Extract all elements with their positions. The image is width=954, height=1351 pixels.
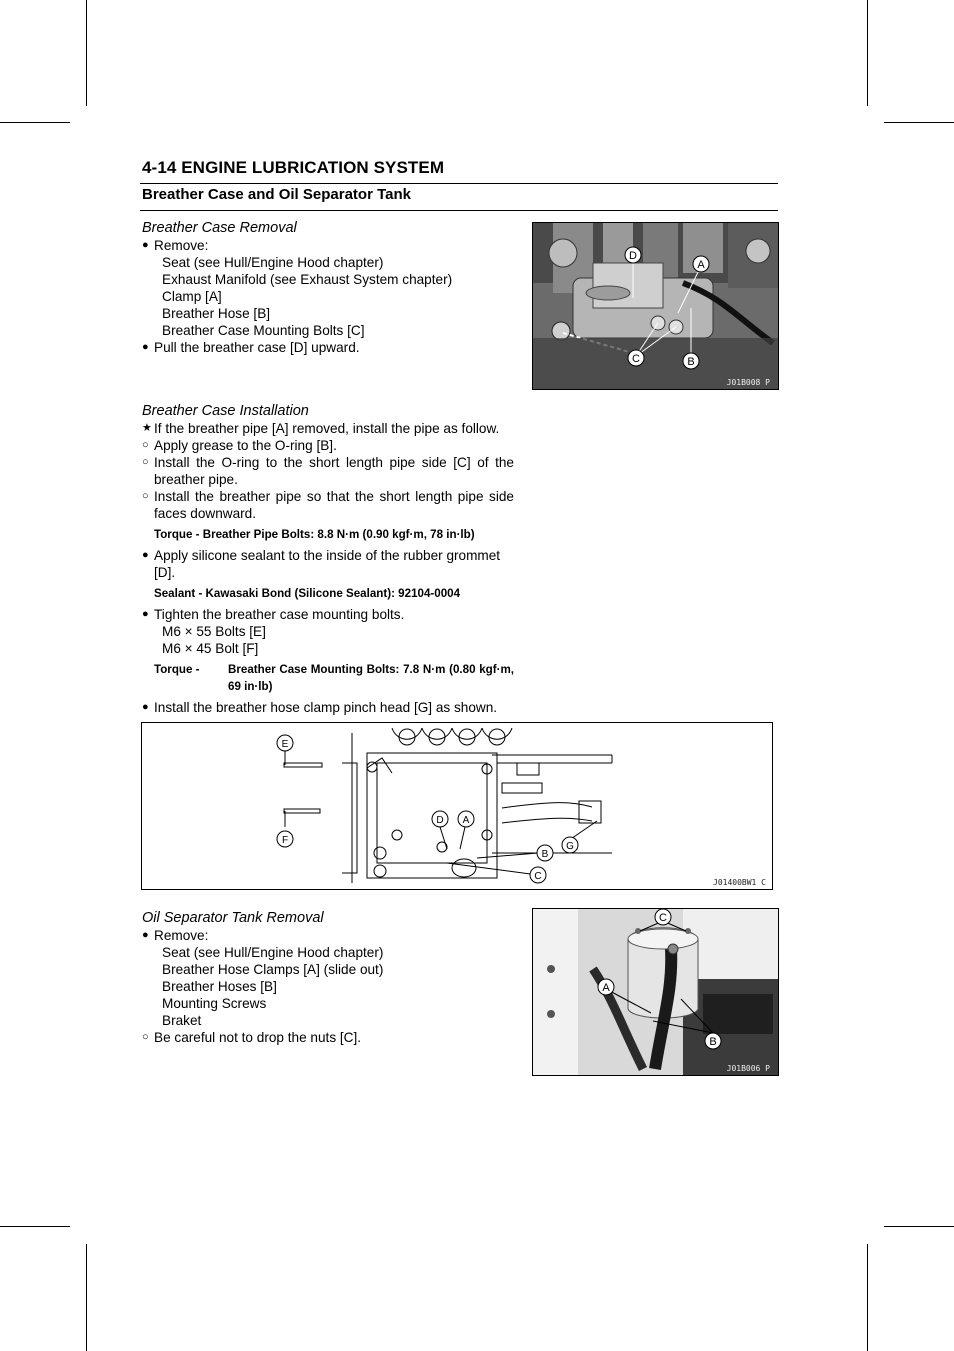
sub-step: ○ Apply grease to the O-ring [B]. (142, 438, 337, 453)
list-item: Mounting Screws (162, 996, 267, 1011)
installation-section (142, 402, 514, 716)
svg-text:C: C (534, 871, 542, 882)
list-item: Breather Case Mounting Bolts [C] (162, 323, 365, 338)
oil-separator-tank-photo (532, 908, 779, 1076)
crop-mark (0, 122, 70, 123)
svg-text:B: B (541, 849, 549, 860)
page-title: 4-14 ENGINE LUBRICATION SYSTEM (142, 158, 445, 177)
oil-tank-photo-illustration (533, 909, 778, 1075)
bullet-icon: ● (142, 608, 149, 620)
bullet-icon: ● (142, 239, 149, 251)
clamp-step: ● Install the breather hose clamp pinch head [G] as shown. (142, 700, 498, 715)
careful-step: ○ Be careful not to drop the nuts [C]. (142, 1030, 362, 1045)
circle-icon: ○ (142, 439, 149, 451)
oil-tank-section (142, 909, 514, 1046)
crop-mark (86, 1244, 87, 1351)
svg-text:B: B (709, 1036, 717, 1048)
breather-case-diagram (141, 722, 773, 890)
callout-a (598, 979, 614, 995)
torque-label: Torque - (154, 663, 200, 676)
list-item: Breather Hose Clamps [A] (slide out) (162, 962, 384, 977)
crop-mark (884, 122, 954, 123)
list-item: Seat (see Hull/Engine Hood chapter) (162, 255, 384, 270)
torque-spec: Torque - Breather Case Mounting Bolts: 7.8 N·m (0.80 kgf·m, 69 in·lb) (154, 663, 514, 693)
remove-step: ● Remove: (142, 238, 209, 253)
callout-b (683, 353, 699, 369)
bullet-icon: ● (142, 549, 149, 561)
crop-mark (884, 1226, 954, 1227)
list-item: Seat (see Hull/Engine Hood chapter) (162, 945, 384, 960)
pull-step: ● Pull the breather case [D] upward. (142, 340, 360, 355)
callout-g (562, 837, 578, 853)
svg-text:E: E (281, 739, 289, 750)
svg-text:B: B (687, 356, 695, 368)
svg-text:G: G (566, 841, 574, 852)
svg-text:A: A (697, 259, 705, 271)
remove-step: ● Remove: (142, 928, 209, 943)
sub-step: ○ Install the breather pipe so that the short length pipe side faces downward. (142, 489, 514, 521)
list-item: Clamp [A] (162, 289, 222, 304)
tighten-step: ● Tighten the breather case mounting bolts. (142, 607, 405, 622)
callout-a (693, 256, 709, 272)
callout-b (705, 1033, 721, 1049)
title-rule (140, 183, 778, 184)
callout-e (277, 735, 293, 751)
list-item: Breather Hoses [B] (162, 979, 277, 994)
removal-section (142, 219, 514, 356)
list-item: M6 × 45 Bolt [F] (162, 641, 259, 656)
callout-d (625, 247, 641, 263)
svg-text:A: A (602, 982, 610, 994)
list-item: Exhaust Manifold (see Exhaust System chapter) (162, 272, 453, 287)
crop-mark (867, 0, 868, 106)
callout-d (432, 811, 448, 827)
figure-code: J01B006 P (726, 1064, 770, 1073)
callout-a (458, 811, 474, 827)
oil-tank-heading: Oil Separator Tank Removal (142, 910, 324, 926)
line-drawing (142, 723, 772, 889)
svg-text:D: D (436, 815, 444, 826)
list-item: M6 × 55 Bolts [E] (162, 624, 266, 639)
callout-c (628, 350, 644, 366)
crop-mark (86, 0, 87, 106)
sub-step: ○ Install the O-ring to the short length pipe side [C] of the breather pipe. (142, 455, 514, 487)
svg-text:C: C (659, 912, 667, 924)
svg-text:C: C (632, 353, 640, 365)
svg-text:D: D (629, 250, 637, 262)
section-title: Breather Case and Oil Separator Tank (142, 186, 411, 203)
crop-mark (867, 1244, 868, 1351)
sealant-step: ● Apply silicone sealant to the inside of the rubber grommet [D]. (142, 548, 501, 580)
breather-case-photo (532, 222, 779, 390)
star-icon: ★ (142, 422, 152, 434)
bullet-icon: ● (142, 341, 149, 353)
engine-photo-illustration (533, 223, 778, 389)
figure-code: J01B008 P (726, 378, 770, 387)
callout-b (537, 845, 553, 861)
list-item: Breather Hose [B] (162, 306, 271, 321)
bullet-icon: ● (142, 929, 149, 941)
bullet-icon: ● (142, 701, 149, 713)
callout-c (530, 867, 546, 883)
crop-mark (0, 1226, 70, 1227)
figure-code: J01400BW1 C (713, 878, 766, 887)
removal-heading: Breather Case Removal (142, 220, 297, 236)
circle-icon: ○ (142, 490, 149, 502)
callout-c (655, 909, 671, 925)
star-step: ★ If the breather pipe [A] removed, install the pipe as follow. (142, 421, 500, 436)
torque-spec: Torque - Breather Pipe Bolts: 8.8 N·m (0.90 kgf·m, 78 in·lb) (154, 528, 475, 541)
svg-text:A: A (462, 815, 470, 826)
installation-heading: Breather Case Installation (142, 403, 309, 419)
circle-icon: ○ (142, 1031, 149, 1043)
sealant-spec: Sealant - Kawasaki Bond (Silicone Sealant): 92104-0004 (154, 587, 461, 600)
callout-f (277, 831, 293, 847)
svg-text:F: F (281, 835, 289, 846)
circle-icon: ○ (142, 456, 149, 468)
list-item: Braket (162, 1013, 202, 1028)
section-rule (140, 210, 778, 211)
